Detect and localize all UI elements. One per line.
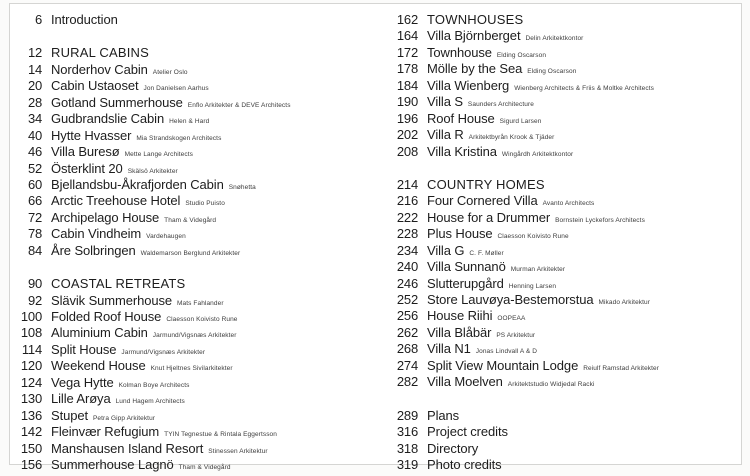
page-number: 66 — [27, 193, 42, 209]
architect-name: Kolman Boye Architects — [118, 381, 190, 389]
architect-name: Sigurd Larsen — [499, 117, 542, 125]
toc-column-left — [15, 12, 375, 473]
page-number: 190 — [396, 94, 418, 110]
toc-entry-row — [391, 78, 736, 94]
architect-name: Mats Fahlander — [177, 299, 224, 307]
entry-title: House Riihi — [427, 308, 493, 324]
entry-title: Introduction — [51, 12, 118, 27]
architect-name: Tham & Videgård — [164, 216, 217, 224]
entry-title: Aluminium Cabin — [51, 325, 148, 341]
toc-entry-row — [15, 193, 375, 209]
entry-title: Hytte Hvasser — [51, 127, 132, 143]
page-number: 262 — [396, 324, 418, 340]
page-number: 208 — [396, 143, 418, 159]
entry-title: Store Lauvøya-Bestemorstua — [427, 292, 594, 307]
architect-name: OOPEAA — [497, 315, 526, 323]
page-number: 256 — [396, 308, 418, 324]
entry-title: Norderhov Cabin — [51, 61, 148, 77]
entry-title: Villa Björnberget — [427, 28, 521, 44]
architect-name: Claesson Koivisto Rune — [166, 316, 238, 323]
entry-title: Fleinvær Refugium — [51, 424, 160, 440]
toc-section-row — [15, 276, 375, 292]
toc-section-row — [391, 177, 736, 193]
toc-section-row — [15, 45, 375, 61]
toc-entry-row — [391, 144, 736, 160]
page-number: 214 — [396, 176, 418, 192]
page-number: 124 — [20, 374, 42, 390]
architect-name: Knut Hjeltnes Sivilarkitekter — [150, 365, 233, 373]
toc-entry-row — [15, 424, 375, 440]
toc-entry-row — [391, 408, 736, 424]
architect-name: Atelier Oslo — [152, 68, 188, 76]
entry-title: Weekend House — [51, 358, 146, 374]
page-number: 34 — [27, 111, 42, 127]
page-number: 28 — [27, 94, 42, 110]
architect-name: Claesson Koivisto Rune — [497, 233, 569, 241]
entry-title: Project credits — [427, 424, 508, 440]
page-number: 114 — [21, 341, 42, 357]
toc-entry-row — [391, 374, 736, 390]
entry-title: Arctic Treehouse Hotel — [51, 193, 181, 209]
architect-name: Arkitektstudio Widjedal Racki — [507, 381, 595, 389]
page-number: 246 — [396, 275, 418, 291]
page-number: 318 — [396, 440, 418, 456]
entry-title: Stupet — [51, 407, 88, 423]
entry-title: Villa N1 — [427, 341, 471, 357]
page-number: 282 — [396, 374, 418, 390]
toc-entry-row — [15, 342, 375, 358]
toc-entry-row — [15, 358, 375, 374]
entry-title: Slutterupgård — [427, 275, 504, 291]
entry-title: Villa R — [427, 127, 464, 143]
page-number: 240 — [396, 259, 418, 275]
entry-title: Villa Sunnanö — [427, 259, 506, 275]
toc-entry-row — [391, 226, 736, 242]
architect-name: Murman Arkitekter — [510, 266, 566, 274]
toc-entry-row — [15, 408, 375, 424]
architect-name: Jarmund/Vigsnæs Arkitekter — [121, 348, 206, 356]
page-number: 120 — [20, 358, 42, 374]
page-number: 108 — [20, 325, 42, 341]
entry-title: Vega Hytte — [51, 374, 114, 390]
page-number: 184 — [396, 77, 418, 93]
architect-name: C. F. Møller — [469, 249, 504, 257]
toc-entry-row — [391, 424, 736, 440]
page-number: 78 — [27, 226, 42, 242]
toc-column-right — [391, 12, 736, 473]
page-number: 84 — [27, 242, 42, 258]
architect-name: Henning Larsen — [508, 282, 557, 290]
page-number: 100 — [20, 309, 42, 324]
page-number: 202 — [396, 127, 418, 143]
architect-name: Tham & Videgård — [178, 463, 231, 471]
page-number: 20 — [27, 78, 42, 94]
architect-name: Stinessen Arkitektur — [208, 447, 268, 455]
entry-title: Bjellandsbu-Åkrafjorden Cabin — [51, 176, 224, 192]
toc-entry-row — [391, 457, 736, 473]
book-contents-page — [9, 3, 742, 472]
entry-title: Folded Roof House — [51, 309, 162, 324]
page-number: 150 — [20, 440, 42, 456]
entry-title: Split View Mountain Lodge — [427, 357, 579, 373]
architect-name: Arkitektbyrån Krook & Tjäder — [468, 134, 555, 142]
entry-title: Lille Arøya — [51, 391, 111, 407]
toc-entry-row — [15, 325, 375, 341]
architect-name: Jon Danielsen Aarhus — [143, 85, 209, 93]
entry-title: Slävik Summerhouse — [51, 292, 173, 308]
entry-title: Archipelago House — [51, 209, 160, 225]
toc-entry-row — [391, 28, 736, 44]
entry-title: Åre Solbringen — [51, 242, 136, 258]
page-number: 316 — [396, 424, 418, 440]
entry-title: Mölle by the Sea — [427, 61, 523, 77]
toc-entry-row — [391, 358, 736, 374]
toc-entry-row — [15, 78, 375, 94]
entry-title: Villa Blåbär — [427, 324, 492, 340]
entry-title: Cabin Vindheim — [51, 226, 142, 242]
architect-name: Enflo Arkitekter & DEVE Architects — [187, 101, 291, 109]
toc-entry-row — [15, 111, 375, 127]
toc-entry-row — [391, 127, 736, 143]
page-number: 72 — [27, 209, 42, 225]
architect-name: Jarmund/Vigsnæs Arkitekter — [152, 332, 237, 340]
page-number: 142 — [20, 424, 42, 440]
entry-title: Villa Kristina — [427, 143, 497, 159]
entry-title: Villa Wienberg — [427, 77, 510, 93]
entry-title: Gotland Summerhouse — [51, 94, 183, 110]
page-number: 172 — [396, 44, 418, 60]
page-number: 216 — [396, 193, 418, 209]
entry-title: Villa G — [427, 242, 465, 258]
page-number: 164 — [396, 28, 418, 44]
page-number: 46 — [27, 144, 42, 160]
entry-title: Four Cornered Villa — [427, 193, 538, 209]
architect-name: Jonas Lindvall A & D — [475, 348, 538, 356]
entry-title: Townhouse — [427, 44, 492, 60]
architect-name: Mikado Arkitektur — [598, 299, 651, 306]
toc-entry-row — [15, 161, 375, 177]
architect-name: Elding Oscarson — [527, 68, 577, 76]
toc-entry-row — [391, 210, 736, 226]
architect-name: Bornstein Lyckefors Architects — [555, 216, 645, 224]
toc-entry-row — [391, 308, 736, 324]
page-number: 92 — [27, 292, 42, 308]
toc-entry-row — [391, 111, 736, 127]
page-number: 156 — [20, 456, 42, 472]
entry-title: Plans — [427, 407, 460, 423]
entry-title: House for a Drummer — [427, 209, 551, 225]
page-number: 228 — [396, 226, 418, 242]
page-number: 178 — [396, 61, 418, 77]
section-title: RURAL CABINS — [51, 45, 149, 61]
architect-name: Elding Oscarson — [496, 51, 547, 59]
page-number: 12 — [27, 45, 42, 61]
architect-name: Wingårdh Arkitektkontor — [501, 150, 574, 158]
page-number: 234 — [396, 242, 418, 258]
page-number: 252 — [396, 292, 418, 307]
architect-name: Reiulf Ramstad Arkitekter — [583, 364, 660, 372]
entry-title: Cabin Ustaoset — [51, 78, 139, 94]
section-title: TOWNHOUSES — [427, 12, 524, 27]
page-number: 289 — [396, 407, 418, 423]
architect-name: Skälsö Arkitekter — [127, 167, 178, 175]
section-title: COUNTRY HOMES — [427, 176, 545, 192]
toc-entry-row — [15, 441, 375, 457]
toc-entry-row — [391, 61, 736, 77]
entry-title: Summerhouse Lagnö — [51, 456, 174, 472]
toc-entry-row — [15, 243, 375, 259]
page-number: 162 — [396, 12, 418, 27]
entry-title: Roof House — [427, 110, 495, 126]
toc-entry-row — [15, 62, 375, 78]
entry-title: Österklint 20 — [51, 160, 123, 176]
architect-name: Petra Gipp Arkitektur — [93, 414, 156, 422]
architect-name: Saunders Architecture — [467, 101, 534, 109]
architect-name: Wienberg Architects & Friis & Moltke Architects — [514, 84, 654, 92]
page-number: 268 — [396, 341, 418, 357]
architect-name: Avanto Architects — [542, 200, 595, 208]
page-number: 40 — [27, 127, 42, 143]
entry-title: Manshausen Island Resort — [51, 440, 204, 456]
toc-entry-row — [15, 177, 375, 193]
architect-name: Snøhetta — [228, 183, 256, 191]
page-number: 6 — [34, 12, 42, 27]
toc-entry-row — [15, 128, 375, 144]
entry-title: Split House — [51, 341, 117, 357]
toc-entry-row — [391, 441, 736, 457]
architect-name: Mia Strandskogen Architects — [136, 134, 222, 142]
page-number: 319 — [396, 456, 418, 472]
page-number: 60 — [27, 176, 42, 192]
toc-entry-row — [391, 341, 736, 357]
toc-entry-row — [15, 391, 375, 407]
architect-name: Delin Arkitektkontor — [525, 35, 584, 43]
architect-name: Lund Hagem Architects — [115, 398, 185, 406]
toc-entry-row — [391, 292, 736, 308]
entry-title: Villa Buresø — [51, 144, 120, 160]
entry-title: Directory — [427, 440, 479, 456]
toc-entry-row — [15, 457, 375, 473]
entry-title: Photo credits — [427, 456, 502, 472]
entry-title: Villa Moelven — [427, 374, 503, 390]
architect-name: PS Arkitektur — [496, 331, 536, 339]
toc-entry-row — [15, 309, 375, 325]
entry-title: Villa S — [427, 94, 463, 110]
toc-entry-row — [15, 210, 375, 226]
page-number: 136 — [20, 407, 42, 423]
toc-entry-row — [15, 293, 375, 309]
section-title: COASTAL RETREATS — [51, 276, 186, 292]
page-number: 52 — [27, 160, 42, 176]
toc-entry-row — [391, 325, 736, 341]
architect-name: Vardehaugen — [146, 233, 186, 241]
entry-title: Plus House — [427, 226, 493, 242]
toc-entry-row — [15, 95, 375, 111]
page-number: 222 — [396, 209, 418, 225]
toc-entry-row — [391, 193, 736, 209]
toc-entry-row — [391, 259, 736, 275]
toc-entry-row — [15, 12, 375, 28]
entry-title: Gudbrandslie Cabin — [51, 111, 165, 127]
page-number: 274 — [396, 357, 418, 373]
page-number: 90 — [27, 276, 42, 292]
page-number: 196 — [396, 110, 418, 126]
architect-name: Waldemarson Berglund Arkitekter — [140, 249, 241, 257]
architect-name: Helen & Hard — [169, 118, 210, 126]
page-number: 130 — [20, 391, 42, 407]
page-number: 14 — [27, 61, 42, 77]
architect-name: Studio Puisto — [185, 200, 225, 208]
architect-name: TYIN Tegnestue & Rintala Eggertsson — [164, 431, 277, 439]
toc-section-row — [391, 12, 736, 28]
architect-name: Mette Lange Architects — [124, 151, 193, 159]
